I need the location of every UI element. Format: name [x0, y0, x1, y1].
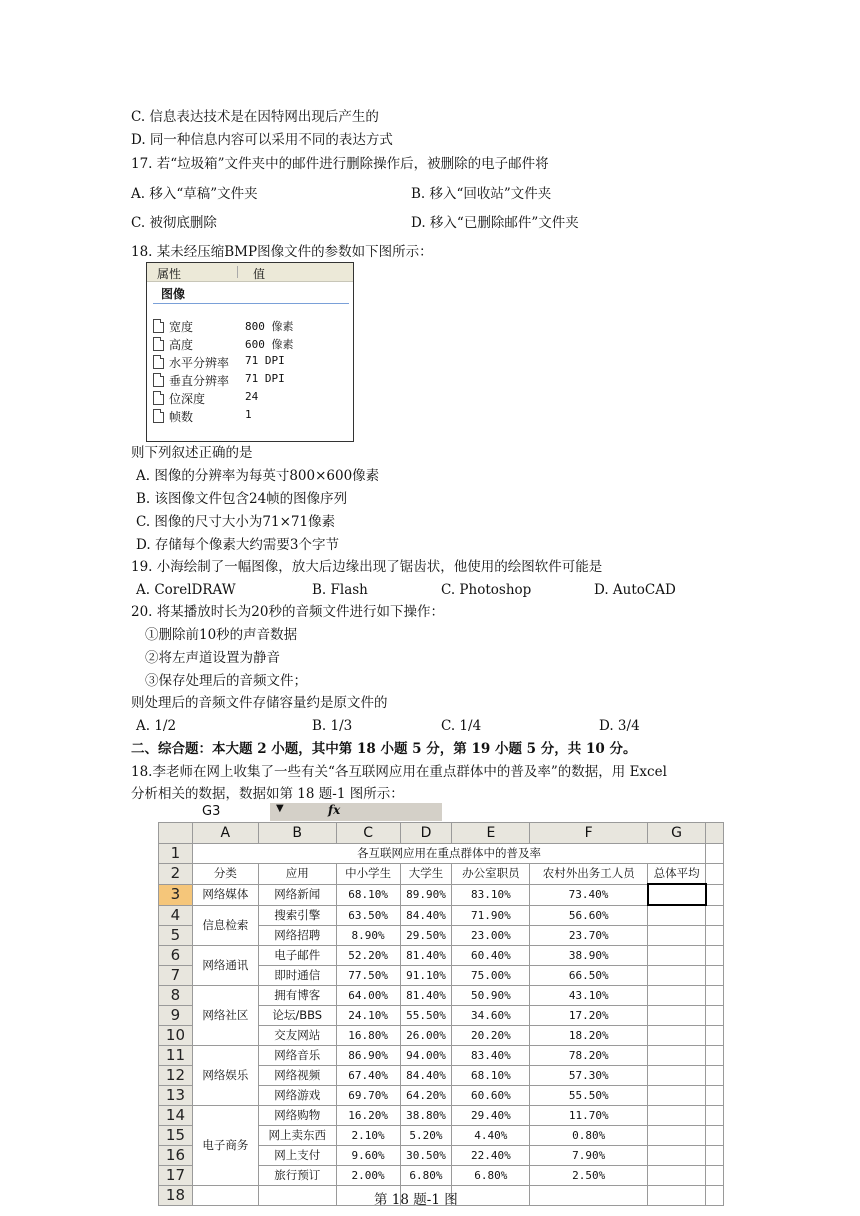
overall-average-cell[interactable] — [648, 884, 706, 905]
q20-option: D. 3/4 — [599, 718, 640, 734]
app-cell[interactable]: 网上卖东西 — [258, 1126, 336, 1146]
row-header[interactable]: 16 — [159, 1146, 193, 1166]
corner-cell[interactable] — [159, 823, 193, 844]
column-header-a[interactable]: A — [192, 823, 258, 844]
app-cell[interactable]: 论坛/BBS — [258, 1006, 336, 1026]
document-icon — [153, 409, 164, 423]
empty-cell[interactable] — [648, 1186, 706, 1206]
value-cell[interactable]: 55.50% — [530, 1086, 648, 1106]
header-cell[interactable]: 中小学生 — [336, 864, 400, 885]
app-cell[interactable]: 电子邮件 — [258, 946, 336, 966]
name-box-dropdown[interactable] — [270, 803, 442, 821]
value-cell[interactable]: 6.80% — [400, 1166, 452, 1186]
overall-average-cell[interactable] — [648, 905, 706, 926]
overall-average-cell[interactable] — [648, 986, 706, 1006]
row-header[interactable]: 9 — [159, 1006, 193, 1026]
row-header[interactable]: 5 — [159, 926, 193, 946]
value-cell[interactable]: 8.90% — [336, 926, 400, 946]
category-cell[interactable]: 网络媒体 — [192, 884, 258, 905]
value-cell[interactable]: 68.10% — [452, 1066, 530, 1086]
value-cell[interactable]: 60.40% — [452, 946, 530, 966]
column-header-e[interactable]: E — [452, 823, 530, 844]
value-cell[interactable]: 23.70% — [530, 926, 648, 946]
sheet-row — [159, 844, 724, 864]
bmp-properties-panel — [146, 262, 354, 442]
category-cell[interactable]: 网络通讯 — [192, 946, 258, 986]
value-cell[interactable]: 73.40% — [530, 884, 648, 905]
overall-average-cell[interactable] — [648, 926, 706, 946]
sheet-row — [159, 864, 724, 885]
overall-average-cell[interactable] — [648, 946, 706, 966]
app-cell[interactable]: 网上支付 — [258, 1146, 336, 1166]
property-row — [153, 371, 343, 389]
row-header[interactable]: 14 — [159, 1106, 193, 1126]
app-cell[interactable]: 旅行预订 — [258, 1166, 336, 1186]
row-header[interactable]: 13 — [159, 1086, 193, 1106]
value-cell[interactable]: 75.00% — [452, 966, 530, 986]
q19-option: D. AutoCAD — [594, 582, 676, 598]
value-cell[interactable]: 77.50% — [336, 966, 400, 986]
value-cell[interactable]: 63.50% — [336, 905, 400, 926]
q20-step: ②将左声道设置为静音 — [145, 650, 280, 666]
q18-option: A. 图像的分辨率为每英寸800×600像素 — [136, 468, 380, 484]
value-cell[interactable]: 89.90% — [400, 884, 452, 905]
question-stem: 18.李老师在网上收集了一些有关“各互联网应用在重点群体中的普及率”的数据，用 Excel — [131, 764, 667, 780]
value-cell[interactable]: 38.90% — [530, 946, 648, 966]
property-value: 24 — [245, 390, 259, 403]
value-cell[interactable]: 52.20% — [336, 946, 400, 966]
table-row — [159, 1046, 724, 1066]
row-header[interactable]: 6 — [159, 946, 193, 966]
overall-average-cell[interactable] — [648, 1066, 706, 1086]
row-header[interactable]: 15 — [159, 1126, 193, 1146]
question-stem: 19. 小海绘制了一幅图像，放大后边缘出现了锯齿状，他使用的绘图软件可能是 — [131, 559, 603, 575]
value-cell[interactable]: 6.80% — [452, 1166, 530, 1186]
table-row — [159, 986, 724, 1006]
empty-cell[interactable] — [258, 1186, 336, 1206]
figure-caption: 第 18 题-1 图 — [374, 1192, 458, 1208]
value-cell[interactable]: 2.10% — [336, 1126, 400, 1146]
q18-option: B. 该图像文件包含24帧的图像序列 — [136, 491, 348, 507]
value-cell[interactable]: 29.50% — [400, 926, 452, 946]
value-cell[interactable]: 16.80% — [336, 1026, 400, 1046]
property-row — [153, 353, 343, 371]
filler-cell — [706, 1006, 724, 1026]
value-cell[interactable]: 94.00% — [400, 1046, 452, 1066]
value-cell[interactable]: 67.40% — [336, 1066, 400, 1086]
column-header-g[interactable]: G — [648, 823, 706, 844]
row-header[interactable]: 10 — [159, 1026, 193, 1046]
app-cell[interactable]: 交友网站 — [258, 1026, 336, 1046]
q20-step: ③保存处理后的音频文件； — [145, 673, 307, 689]
category-cell[interactable]: 信息检索 — [192, 905, 258, 946]
value-cell[interactable]: 57.30% — [530, 1066, 648, 1086]
value-cell[interactable]: 18.20% — [530, 1026, 648, 1046]
overall-average-cell[interactable] — [648, 1166, 706, 1186]
header-cell[interactable]: 应用 — [258, 864, 336, 885]
q20-step: ①删除前10秒的声音数据 — [145, 627, 298, 643]
header-cell[interactable]: 总体平均 — [648, 864, 706, 885]
filler-cell — [706, 1066, 724, 1086]
q19-option: B. Flash — [312, 582, 368, 598]
dropdown-arrow-icon[interactable]: ▼ — [276, 803, 284, 814]
q20-option: C. 1/4 — [441, 718, 482, 734]
empty-cell[interactable] — [192, 1186, 258, 1206]
q17-option-d: D. 移入“已删除邮件”文件夹 — [411, 215, 579, 231]
overall-average-cell[interactable] — [648, 1126, 706, 1146]
filler-cell — [706, 1126, 724, 1146]
column-header-b[interactable]: B — [258, 823, 336, 844]
q17-option-b: B. 移入“回收站”文件夹 — [411, 186, 552, 202]
app-cell[interactable]: 网络购物 — [258, 1106, 336, 1126]
category-cell[interactable]: 电子商务 — [192, 1106, 258, 1186]
value-cell[interactable]: 60.60% — [452, 1086, 530, 1106]
value-cell[interactable]: 81.40% — [400, 946, 452, 966]
value-cell[interactable]: 55.50% — [400, 1006, 452, 1026]
row-header[interactable]: 18 — [159, 1186, 193, 1206]
property-value: 1 — [245, 408, 252, 421]
properties-header — [147, 263, 353, 282]
q19-option: A. CorelDRAW — [136, 582, 236, 598]
overall-average-cell[interactable] — [648, 1146, 706, 1166]
formula-bar — [158, 803, 724, 822]
q20-option: A. 1/2 — [136, 718, 177, 734]
value-cell[interactable]: 2.50% — [530, 1166, 648, 1186]
value-cell[interactable]: 22.40% — [452, 1146, 530, 1166]
section-heading: 二、综合题：本大题 2 小题，其中第 18 小题 5 分，第 19 小题 5 分，共 10 分。 — [131, 741, 637, 757]
overall-average-cell[interactable] — [648, 1086, 706, 1106]
value-cell[interactable]: 64.00% — [336, 986, 400, 1006]
column-header-d[interactable]: D — [400, 823, 452, 844]
table-row — [159, 905, 724, 926]
overall-average-cell[interactable] — [648, 966, 706, 986]
filler-cell — [706, 1166, 724, 1186]
question-stem: 20. 将某播放时长为20秒的音频文件进行如下操作： — [131, 604, 444, 620]
value-cell[interactable]: 7.90% — [530, 1146, 648, 1166]
document-icon — [153, 337, 164, 351]
row-header[interactable]: 17 — [159, 1166, 193, 1186]
column-header-filler — [706, 823, 724, 844]
app-cell[interactable]: 拥有博客 — [258, 986, 336, 1006]
option-line: C. 信息表达技术是在因特网出现后产生的 — [131, 109, 379, 125]
row-header[interactable]: 7 — [159, 966, 193, 986]
row-header[interactable]: 4 — [159, 905, 193, 926]
value-cell[interactable]: 4.40% — [452, 1126, 530, 1146]
header-cell[interactable]: 办公室职员 — [452, 864, 530, 885]
value-cell[interactable]: 91.10% — [400, 966, 452, 986]
value-cell[interactable]: 16.20% — [336, 1106, 400, 1126]
document-icon — [153, 319, 164, 333]
row-header[interactable]: 8 — [159, 986, 193, 1006]
value-cell[interactable]: 68.10% — [336, 884, 400, 905]
value-cell[interactable]: 66.50% — [530, 966, 648, 986]
value-cell[interactable]: 30.50% — [400, 1146, 452, 1166]
property-row — [153, 389, 343, 407]
category-cell[interactable]: 网络娱乐 — [192, 1046, 258, 1106]
row-header[interactable]: 12 — [159, 1066, 193, 1086]
table-row — [159, 884, 724, 905]
q19-option: C. Photoshop — [441, 582, 532, 598]
value-cell[interactable]: 26.00% — [400, 1026, 452, 1046]
app-cell[interactable]: 网络游戏 — [258, 1086, 336, 1106]
app-cell[interactable]: 网络新闻 — [258, 884, 336, 905]
q20-option: B. 1/3 — [312, 718, 353, 734]
question-stem: 分析相关的数据，数据如第 18 题-1 图所示： — [131, 786, 404, 802]
value-cell[interactable]: 2.00% — [336, 1166, 400, 1186]
document-icon — [153, 391, 164, 405]
property-key: 水平分辨率 — [169, 356, 230, 370]
question-text: 则处理后的音频文件存储容量约是原文件的 — [131, 695, 388, 711]
filler-cell — [706, 1026, 724, 1046]
row-header[interactable]: 11 — [159, 1046, 193, 1066]
filler-cell — [706, 864, 724, 885]
category-cell[interactable]: 网络社区 — [192, 986, 258, 1046]
filler-cell — [706, 926, 724, 946]
empty-cell[interactable] — [530, 1186, 648, 1206]
value-cell[interactable]: 69.70% — [336, 1086, 400, 1106]
column-header-f[interactable]: F — [530, 823, 648, 844]
value-cell[interactable]: 11.70% — [530, 1106, 648, 1126]
value-cell[interactable]: 17.20% — [530, 1006, 648, 1026]
empty-cell[interactable] — [452, 1186, 530, 1206]
value-cell[interactable]: 23.00% — [452, 926, 530, 946]
value-cell[interactable]: 9.60% — [336, 1146, 400, 1166]
value-cell[interactable]: 5.20% — [400, 1126, 452, 1146]
property-value: 800 像素 — [245, 320, 294, 333]
value-cell[interactable]: 38.80% — [400, 1106, 452, 1126]
table-row — [159, 1106, 724, 1126]
q17-option-c: C. 被彻底删除 — [131, 215, 217, 231]
property-row — [153, 407, 343, 425]
document-icon — [153, 355, 164, 369]
empty-cell[interactable] — [706, 1186, 724, 1206]
filler-cell — [706, 905, 724, 926]
question-stem: 18. 某未经压缩BMP图像文件的参数如下图所示： — [131, 244, 433, 260]
column-header-row — [159, 823, 724, 844]
value-cell[interactable]: 78.20% — [530, 1046, 648, 1066]
row-header[interactable]: 3 — [159, 884, 193, 905]
header-cell[interactable]: 农村外出务工人员 — [530, 864, 648, 885]
value-cell[interactable]: 20.20% — [452, 1026, 530, 1046]
property-value: 600 像素 — [245, 338, 294, 351]
value-cell[interactable]: 0.80% — [530, 1126, 648, 1146]
filler-cell — [706, 966, 724, 986]
property-key: 帧数 — [169, 410, 194, 424]
app-cell[interactable]: 网络音乐 — [258, 1046, 336, 1066]
filler-cell — [706, 884, 724, 905]
filler-cell — [706, 1106, 724, 1126]
table-title-cell[interactable]: 各互联网应用在重点群体中的普及率 — [192, 844, 705, 864]
property-row — [153, 317, 343, 335]
app-cell[interactable]: 即时通信 — [258, 966, 336, 986]
q17-option-a: A. 移入“草稿”文件夹 — [131, 186, 258, 202]
header-cell[interactable]: 分类 — [192, 864, 258, 885]
value-cell[interactable]: 83.10% — [452, 884, 530, 905]
app-cell[interactable]: 网络视频 — [258, 1066, 336, 1086]
filler-cell — [706, 1086, 724, 1106]
property-key: 垂直分辨率 — [169, 374, 230, 388]
value-cell[interactable]: 84.40% — [400, 905, 452, 926]
value-cell[interactable]: 34.60% — [452, 1006, 530, 1026]
value-cell[interactable]: 83.40% — [452, 1046, 530, 1066]
property-row — [153, 335, 343, 353]
value-cell[interactable]: 86.90% — [336, 1046, 400, 1066]
name-box[interactable]: G3 — [202, 804, 221, 819]
value-cell[interactable]: 64.20% — [400, 1086, 452, 1106]
property-key: 位深度 — [169, 392, 206, 406]
filler-cell — [706, 1046, 724, 1066]
header-cell[interactable]: 大学生 — [400, 864, 452, 885]
overall-average-cell[interactable] — [648, 1106, 706, 1126]
column-header-property: 属性 — [157, 267, 182, 281]
column-header-value: 值 — [253, 267, 266, 281]
table-row — [159, 946, 724, 966]
overall-average-cell[interactable] — [648, 1046, 706, 1066]
app-cell[interactable]: 搜索引擎 — [258, 905, 336, 926]
property-value: 71 DPI — [245, 372, 285, 385]
value-cell[interactable]: 50.90% — [452, 986, 530, 1006]
value-cell[interactable]: 84.40% — [400, 1066, 452, 1086]
property-value: 71 DPI — [245, 354, 285, 367]
value-cell[interactable]: 29.40% — [452, 1106, 530, 1126]
column-header-c[interactable]: C — [336, 823, 400, 844]
document-icon — [153, 373, 164, 387]
property-key: 宽度 — [169, 320, 194, 334]
filler-cell — [706, 1146, 724, 1166]
filler-cell — [706, 986, 724, 1006]
q18-option: D. 存储每个像素大约需要3个字节 — [136, 537, 340, 553]
value-cell[interactable]: 71.90% — [452, 905, 530, 926]
overall-average-cell[interactable] — [648, 1026, 706, 1046]
q18-option: C. 图像的尺寸大小为71×71像素 — [136, 514, 336, 530]
spreadsheet-grid — [158, 822, 724, 1206]
property-key: 高度 — [169, 338, 194, 352]
question-text: 则下列叙述正确的是 — [131, 445, 253, 461]
value-cell[interactable]: 81.40% — [400, 986, 452, 1006]
function-icon[interactable]: fx — [328, 803, 341, 817]
row-header[interactable]: 1 — [159, 844, 193, 864]
value-cell[interactable]: 56.60% — [530, 905, 648, 926]
row-header[interactable]: 2 — [159, 864, 193, 885]
value-cell[interactable]: 43.10% — [530, 986, 648, 1006]
app-cell[interactable]: 网络招聘 — [258, 926, 336, 946]
filler-cell — [706, 844, 724, 864]
overall-average-cell[interactable] — [648, 1006, 706, 1026]
group-title: 图像 — [161, 287, 186, 301]
option-line: D. 同一种信息内容可以采用不同的表达方式 — [131, 132, 393, 148]
value-cell[interactable]: 24.10% — [336, 1006, 400, 1026]
question-stem: 17. 若“垃圾箱”文件夹中的邮件进行删除操作后，被删除的电子邮件将 — [131, 156, 549, 172]
filler-cell — [706, 946, 724, 966]
